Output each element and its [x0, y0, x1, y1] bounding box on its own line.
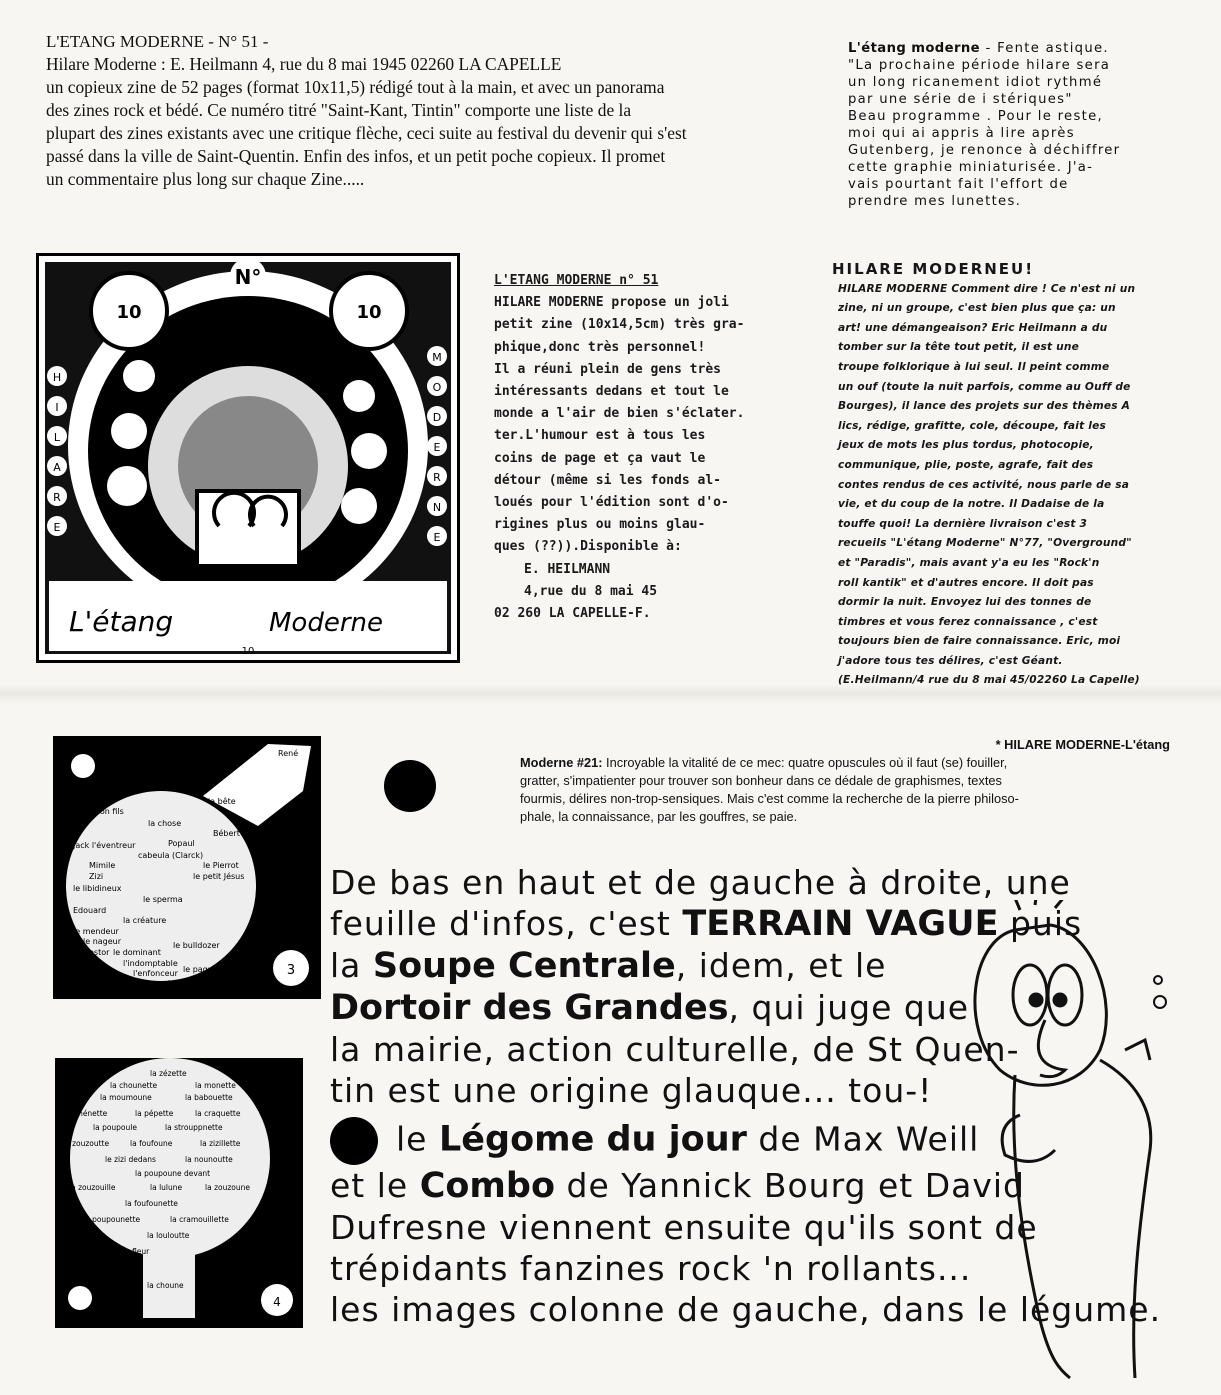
collage-word: la foufounette [125, 1199, 178, 1208]
hw-text: feuille d'infos, c'est [330, 904, 683, 943]
article-line: lics, rédige, grafitte, cole, découpe, fait les [838, 419, 1106, 432]
cover-letter: L [53, 431, 61, 444]
article-line: contes rendus de ces activité, nous parle de sa [838, 478, 1130, 491]
collage-word: cabeula (Clarck) [138, 851, 204, 860]
article-line: et "Paradis", mais avant y'a eu les "Rock'n [838, 556, 1100, 569]
zine-image-4 [55, 1058, 303, 1328]
hw-zine-name: Dortoir des Grandes [330, 988, 729, 1028]
collage-word: la pépette [135, 1109, 174, 1118]
collage-word: le bulldozer [173, 941, 220, 950]
article-issue: Moderne #21: [520, 755, 603, 770]
article-line: phale, la connaissance, par les gouffres, se paie. [520, 809, 798, 824]
cover-letter: E [53, 521, 61, 534]
cartoon-drawing [960, 900, 1190, 1380]
collage-word: Nestor [83, 948, 110, 957]
female-symbol-collage [55, 1058, 303, 1328]
hw-text: de Yannick Bourg et David [555, 1166, 1026, 1205]
article-line: loués pour l'édition sont d'o- [494, 495, 729, 511]
collage-word: Zizi [89, 872, 104, 881]
collage-word: l'indomptable [123, 959, 178, 968]
cover-letter: R [433, 471, 441, 484]
hw-text: , qui juge que [728, 988, 970, 1027]
image-number: 3 [286, 963, 296, 978]
article-hilare-moderne-21 [520, 736, 1170, 826]
article-line: prendre mes lunettes. [848, 194, 1022, 209]
handwritten-line: la mairie, action culturelle, de St Quen- [330, 1030, 1020, 1069]
collage-word: la zouzoutte [63, 1139, 110, 1148]
cover-letter: N [432, 501, 442, 514]
article-line: vie, et du coup de la notre. Il Dadaise de la [838, 498, 1105, 511]
article-line: rigines plus ou moins glau- [494, 517, 706, 533]
bullet-dot [384, 760, 436, 812]
cover-letter: H [52, 371, 62, 384]
address-line: 4,rue du 8 mai 45 [524, 583, 658, 599]
article-line: fourmis, délires non-trop-sensiques. Mais c'est comme la recherche de la pierre philoso- [520, 791, 1019, 806]
article-line: jeux de mots les plus tordus, photocopie, [838, 439, 1094, 452]
article-text: Incroyable la vitalité de ce mec: quatre opuscules où il faut (se) fouiller, [602, 755, 1008, 770]
collage-word: la poupoune devant [135, 1169, 211, 1178]
article-line [520, 754, 1170, 772]
article-line: Hilare Moderne : E. Heilmann 4, rue du 8 mai 1945 02260 LA CAPELLE [46, 54, 562, 74]
handwritten-line: trépidants fanzines rock 'n rollants... [330, 1249, 972, 1288]
collage-word: Popaul [168, 839, 195, 848]
collage-word: la zizillette [200, 1139, 241, 1148]
article-line: recueils "L'étang Moderne" N°77, "Overground" [838, 537, 1132, 550]
article-line: j'adore tous tes délires, c'est Géant. [838, 654, 1063, 667]
collage-word: la lulune [150, 1183, 183, 1192]
cover-logo-left: L'étang [69, 605, 174, 638]
hw-text: et le [330, 1166, 420, 1205]
handwritten-line: Dufresne viennent ensuite qu'ils sont de [330, 1208, 1038, 1247]
collage-word: la poupounette [83, 1215, 141, 1224]
collage-word: la zouzouille [69, 1183, 116, 1192]
cover-letter: E [433, 531, 441, 544]
article-hilare-moderneu [832, 260, 1184, 691]
address-line: 02 260 LA CAPELLE-F. [494, 606, 651, 622]
cover-number: 10 [356, 302, 382, 323]
hw-zine-name: TERRAIN VAGUE [682, 904, 999, 944]
article-line: roll kantik" et d'autres encore. Il doit pas [838, 576, 1094, 589]
handwritten-line: De bas en haut et de gauche à droite, une [330, 863, 1071, 902]
collage-word: la nounoutte [185, 1155, 233, 1164]
collage-word: la moumoune [100, 1093, 152, 1102]
article-line: Gutenberg, je renonce à déchiffrer [848, 143, 1121, 158]
cover-letter: I [55, 401, 59, 414]
collage-word: René [278, 749, 299, 758]
collage-word: la strouppnette [165, 1123, 223, 1132]
article-line: détour (même si les fonds al- [494, 472, 721, 488]
article-line: intéressants dedans et tout le [494, 384, 729, 400]
article-line: moi qui ai appris à lire après [848, 126, 1075, 141]
collage-word: la chose [148, 819, 182, 828]
article-line: des zines rock et bédé. Ce numéro titré "Saint-Kant, Tintin" comporte une liste de la [46, 100, 632, 120]
collage-word: le paquet [183, 965, 221, 974]
collage-word: la craquette [195, 1109, 241, 1118]
article-fente-astique [848, 40, 1183, 210]
collage-word: le dominant [113, 948, 161, 957]
collage-word: l'enfonceur [133, 969, 178, 978]
article-line: monde a l'air de bien s'éclater. [494, 406, 745, 422]
article-line: passé dans la ville de Saint-Quentin. Enfin des infos, et un petit poche copieux. Il promet [46, 146, 666, 166]
article-text: - Fente astique. [980, 41, 1109, 56]
cover-letter: D [432, 411, 442, 424]
article-line: un commentaire plus long sur chaque Zine..... [46, 169, 365, 189]
article-line: ter.L'humour est à tous les [494, 428, 706, 444]
male-symbol-collage [53, 736, 321, 999]
article-etang-moderne-51 [46, 30, 811, 191]
article-line: "La prochaine période hilare sera [848, 58, 1111, 73]
article-line: phique,donc très personnel! [494, 339, 706, 355]
article-line: timbres et vous ferez connaissance , c'est [838, 615, 1098, 628]
hw-text: la [330, 946, 373, 985]
article-line: zine, ni un groupe, c'est bien plus que ça: un [838, 302, 1116, 315]
collage-word: la créature [123, 916, 167, 925]
cover-logo-right: Moderne [269, 608, 384, 638]
collage-word: le nageur [83, 937, 122, 946]
article-line: par une série de i stériques" [848, 92, 1073, 107]
cover-illustration [39, 256, 457, 660]
collage-word: la poupoule [93, 1123, 137, 1132]
zine-image-3 [53, 736, 321, 999]
article-line: Bourges), il lance des projets sur des thèmes A [838, 400, 1131, 413]
article-line: coins de page et ça vaut le [494, 450, 706, 466]
collage-word: la babouette [185, 1093, 233, 1102]
article-line: toujours bien de faire connaissance. Eric, moi [838, 635, 1121, 648]
collage-word: le Pierrot [203, 861, 239, 870]
article-line: art! une démangeaison? Eric Heilmann a du [838, 321, 1108, 334]
article-line: plupart des zines existants avec une critique flèche, ceci suite au festival du devenir qui s'est [46, 123, 687, 143]
article-line: Beau programme . Pour le reste, [848, 109, 1104, 124]
hw-text: le [396, 1119, 439, 1159]
article-line: cette graphie miniaturisée. J'a- [848, 160, 1094, 175]
hw-text: , idem, et le [675, 946, 887, 985]
cartoon-character [960, 900, 1190, 1380]
article-line: communique, plie, poste, agrafe, fait des [838, 458, 1094, 471]
collage-word: la zézette [150, 1069, 187, 1078]
collage-word: Bébert [213, 829, 240, 838]
hw-text: de Max Weill [746, 1119, 980, 1159]
hw-text: puis [998, 904, 1083, 943]
cover-letter: M [432, 351, 442, 364]
article-line: petit zine (10x14,5cm) très gra- [494, 317, 745, 333]
article-title: HILARE MODERNEU! [832, 260, 1035, 278]
collage-word: la monette [195, 1081, 236, 1090]
article-line: un long ricanement idiot rythmé [848, 75, 1103, 90]
collage-word: la foufoune [130, 1139, 173, 1148]
article-title: L'ETANG MODERNE - N° 51 - [46, 32, 269, 51]
article-title: L'ETANG MODERNE n° 51 [494, 273, 659, 288]
collage-word: la nénette [69, 1109, 108, 1118]
article-line: troupe folklorique à lui seul. Il peint comme [838, 360, 1110, 373]
collage-word: le zizi dedans [105, 1155, 156, 1164]
article-line: dormir la nuit. Envoyez lui des tonnes de [838, 596, 1092, 609]
handwritten-line: les images colonne de gauche, dans le légume. [330, 1290, 1162, 1329]
cover-letter: R [53, 491, 61, 504]
cover-letter: O [432, 381, 442, 394]
cover-number: 10 [116, 302, 142, 323]
cover-letter: E [433, 441, 441, 454]
handwritten-line: tin est une origine glauque... tou-! [330, 1071, 933, 1110]
collage-word: Jack l'éventreur [73, 841, 136, 850]
cover-letter: A [53, 461, 61, 474]
image-number: 4 [273, 1295, 281, 1309]
article-line: gratter, s'impatienter pour trouver son bonheur dans ce dédale de graphismes, textes [520, 773, 1002, 788]
etang-moderne-cover-image [36, 253, 460, 663]
article-typewriter-review [494, 270, 794, 625]
collage-word: la fleur [123, 1247, 150, 1256]
collage-word: la bête [208, 797, 236, 806]
article-title: L'étang moderne [848, 41, 981, 56]
hw-zine-name: Combo [419, 1166, 556, 1206]
collage-word: le petit Jésus [193, 872, 245, 881]
hw-zine-name: Légome du jour [438, 1119, 747, 1160]
collage-word: la zouzoune [205, 1183, 250, 1192]
collage-word: la choune [147, 1281, 184, 1290]
article-line: touffe quoi! La dernière livraison c'est 3 [838, 517, 1088, 530]
article-title: * HILARE MODERNE-L'étang [995, 737, 1170, 752]
cover-number: 10 [241, 646, 255, 657]
collage-word: le mendeur [73, 927, 119, 936]
collage-word: la cramouillette [170, 1215, 229, 1224]
article-line: (E.Heilmann/4 rue du 8 mai 45/02260 La Capelle) [838, 674, 1140, 687]
hw-zine-name: Soupe Centrale [372, 946, 676, 986]
article-line: HILARE MODERNE Comment dire ! Ce n'est ni un [838, 282, 1136, 295]
article-line: vais pourtant fait l'effort de [848, 177, 1069, 192]
collage-word: la chounette [110, 1081, 158, 1090]
article-line: un copieux zine de 52 pages (format 10x11,5) rédigé tout à la main, et avec un panorama [46, 77, 665, 97]
collage-word: la loche [168, 979, 200, 988]
collage-word: le libidineux [73, 884, 122, 893]
article-line: HILARE MODERNE propose un joli [494, 295, 729, 311]
collage-word: la louloutte [147, 1231, 190, 1240]
bullet-dot [330, 1117, 378, 1165]
article-line: ques (??)).Disponible à: [494, 539, 682, 555]
collage-word: Edouard [73, 906, 107, 915]
collage-word: Mimile [89, 861, 116, 870]
address-line: E. HEILMANN [524, 561, 611, 577]
article-line: tomber sur la tête tout petit, il est une [838, 341, 1080, 354]
cover-title-n: N° [234, 265, 262, 289]
article-line: un ouf (toute la nuit parfois, comme au Ouff de [838, 380, 1131, 393]
collage-word: Mon fils [93, 807, 124, 816]
article-line: Il a réuni plein de gens très [494, 361, 721, 377]
collage-word: le sperma [143, 895, 183, 904]
article-line [848, 40, 1183, 57]
